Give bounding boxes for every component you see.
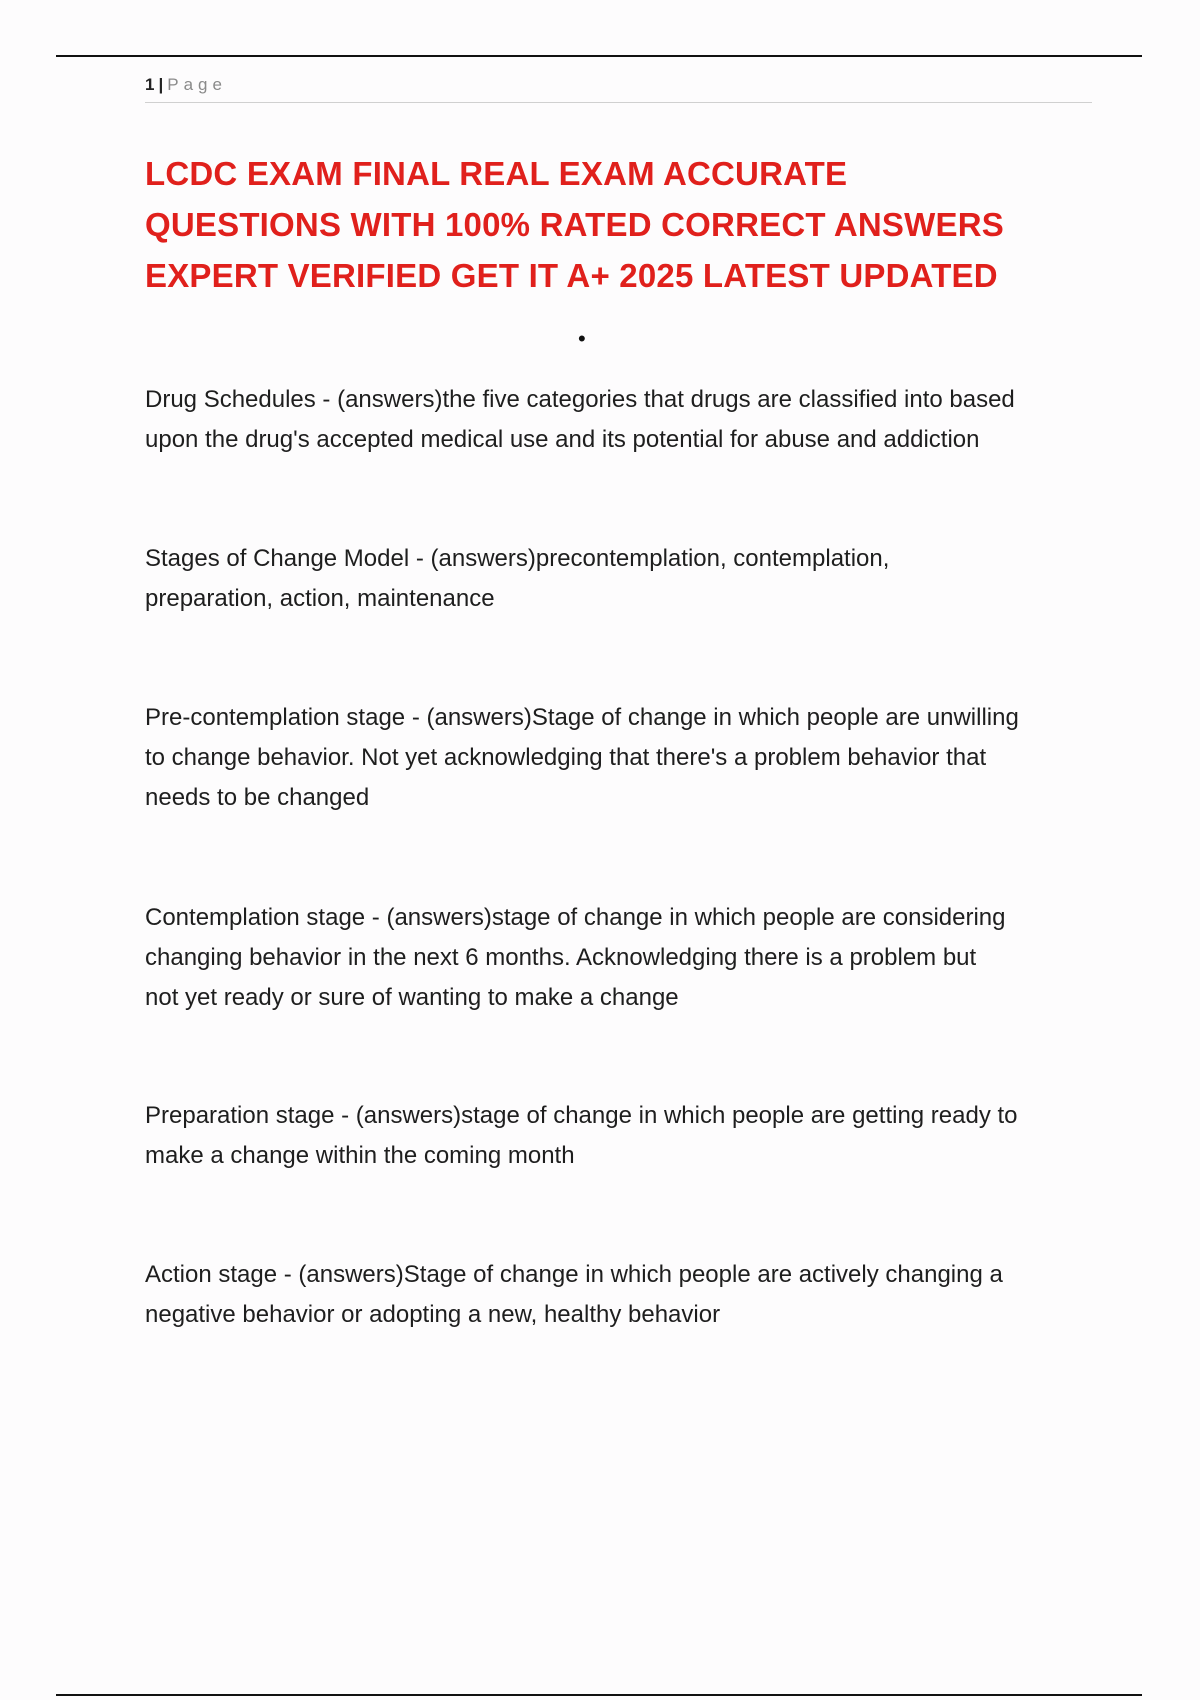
qa-entry-preparation (145, 1096, 1095, 1176)
bullet-point: • (578, 326, 586, 351)
qa-entry-precontemplation (145, 698, 1095, 818)
entry-line: Action stage - (answers)Stage of change in which people are actively changing a (145, 1261, 1003, 1288)
page-word: Page (167, 75, 227, 94)
entry-line: to change behavior. Not yet acknowledging that there's a problem behavior that (145, 744, 987, 771)
entry-line: Preparation stage - (answers)stage of change in which people are getting ready to (145, 1102, 1018, 1129)
document-title (145, 148, 1105, 301)
title-line: QUESTIONS WITH 100% RATED CORRECT ANSWERS (145, 206, 1004, 243)
title-line: EXPERT VERIFIED GET IT A+ 2025 LATEST UPDATED (145, 257, 998, 294)
qa-entry-action (145, 1255, 1095, 1335)
bottom-rule (56, 1694, 1142, 1696)
entry-line: Stages of Change Model - (answers)precontemplation, contemplation, (145, 545, 890, 572)
entry-line: negative behavior or adopting a new, healthy behavior (145, 1301, 721, 1328)
qa-entry-drug-schedules (145, 380, 1095, 460)
entry-line: needs to be changed (145, 784, 370, 811)
page-separator: | (158, 75, 164, 94)
entry-line: Contemplation stage - (answers)stage of change in which people are considering (145, 904, 1006, 931)
page-header (145, 74, 1092, 103)
qa-entry-stages-of-change (145, 539, 1095, 619)
entry-line: Drug Schedules - (answers)the five categories that drugs are classified into based (145, 386, 1015, 413)
entry-line: preparation, action, maintenance (145, 585, 495, 612)
page-number: 1 (145, 75, 155, 94)
entry-line: Pre-contemplation stage - (answers)Stage of change in which people are unwilling (145, 704, 1019, 731)
entry-line: not yet ready or sure of wanting to make a change (145, 984, 679, 1011)
entry-line: changing behavior in the next 6 months. Acknowledging there is a problem but (145, 944, 977, 971)
title-line: LCDC EXAM FINAL REAL EXAM ACCURATE (145, 155, 848, 192)
entry-line: make a change within the coming month (145, 1142, 575, 1169)
top-rule (56, 55, 1142, 57)
qa-entry-contemplation (145, 898, 1095, 1018)
entry-line: upon the drug's accepted medical use and its potential for abuse and addiction (145, 426, 980, 453)
